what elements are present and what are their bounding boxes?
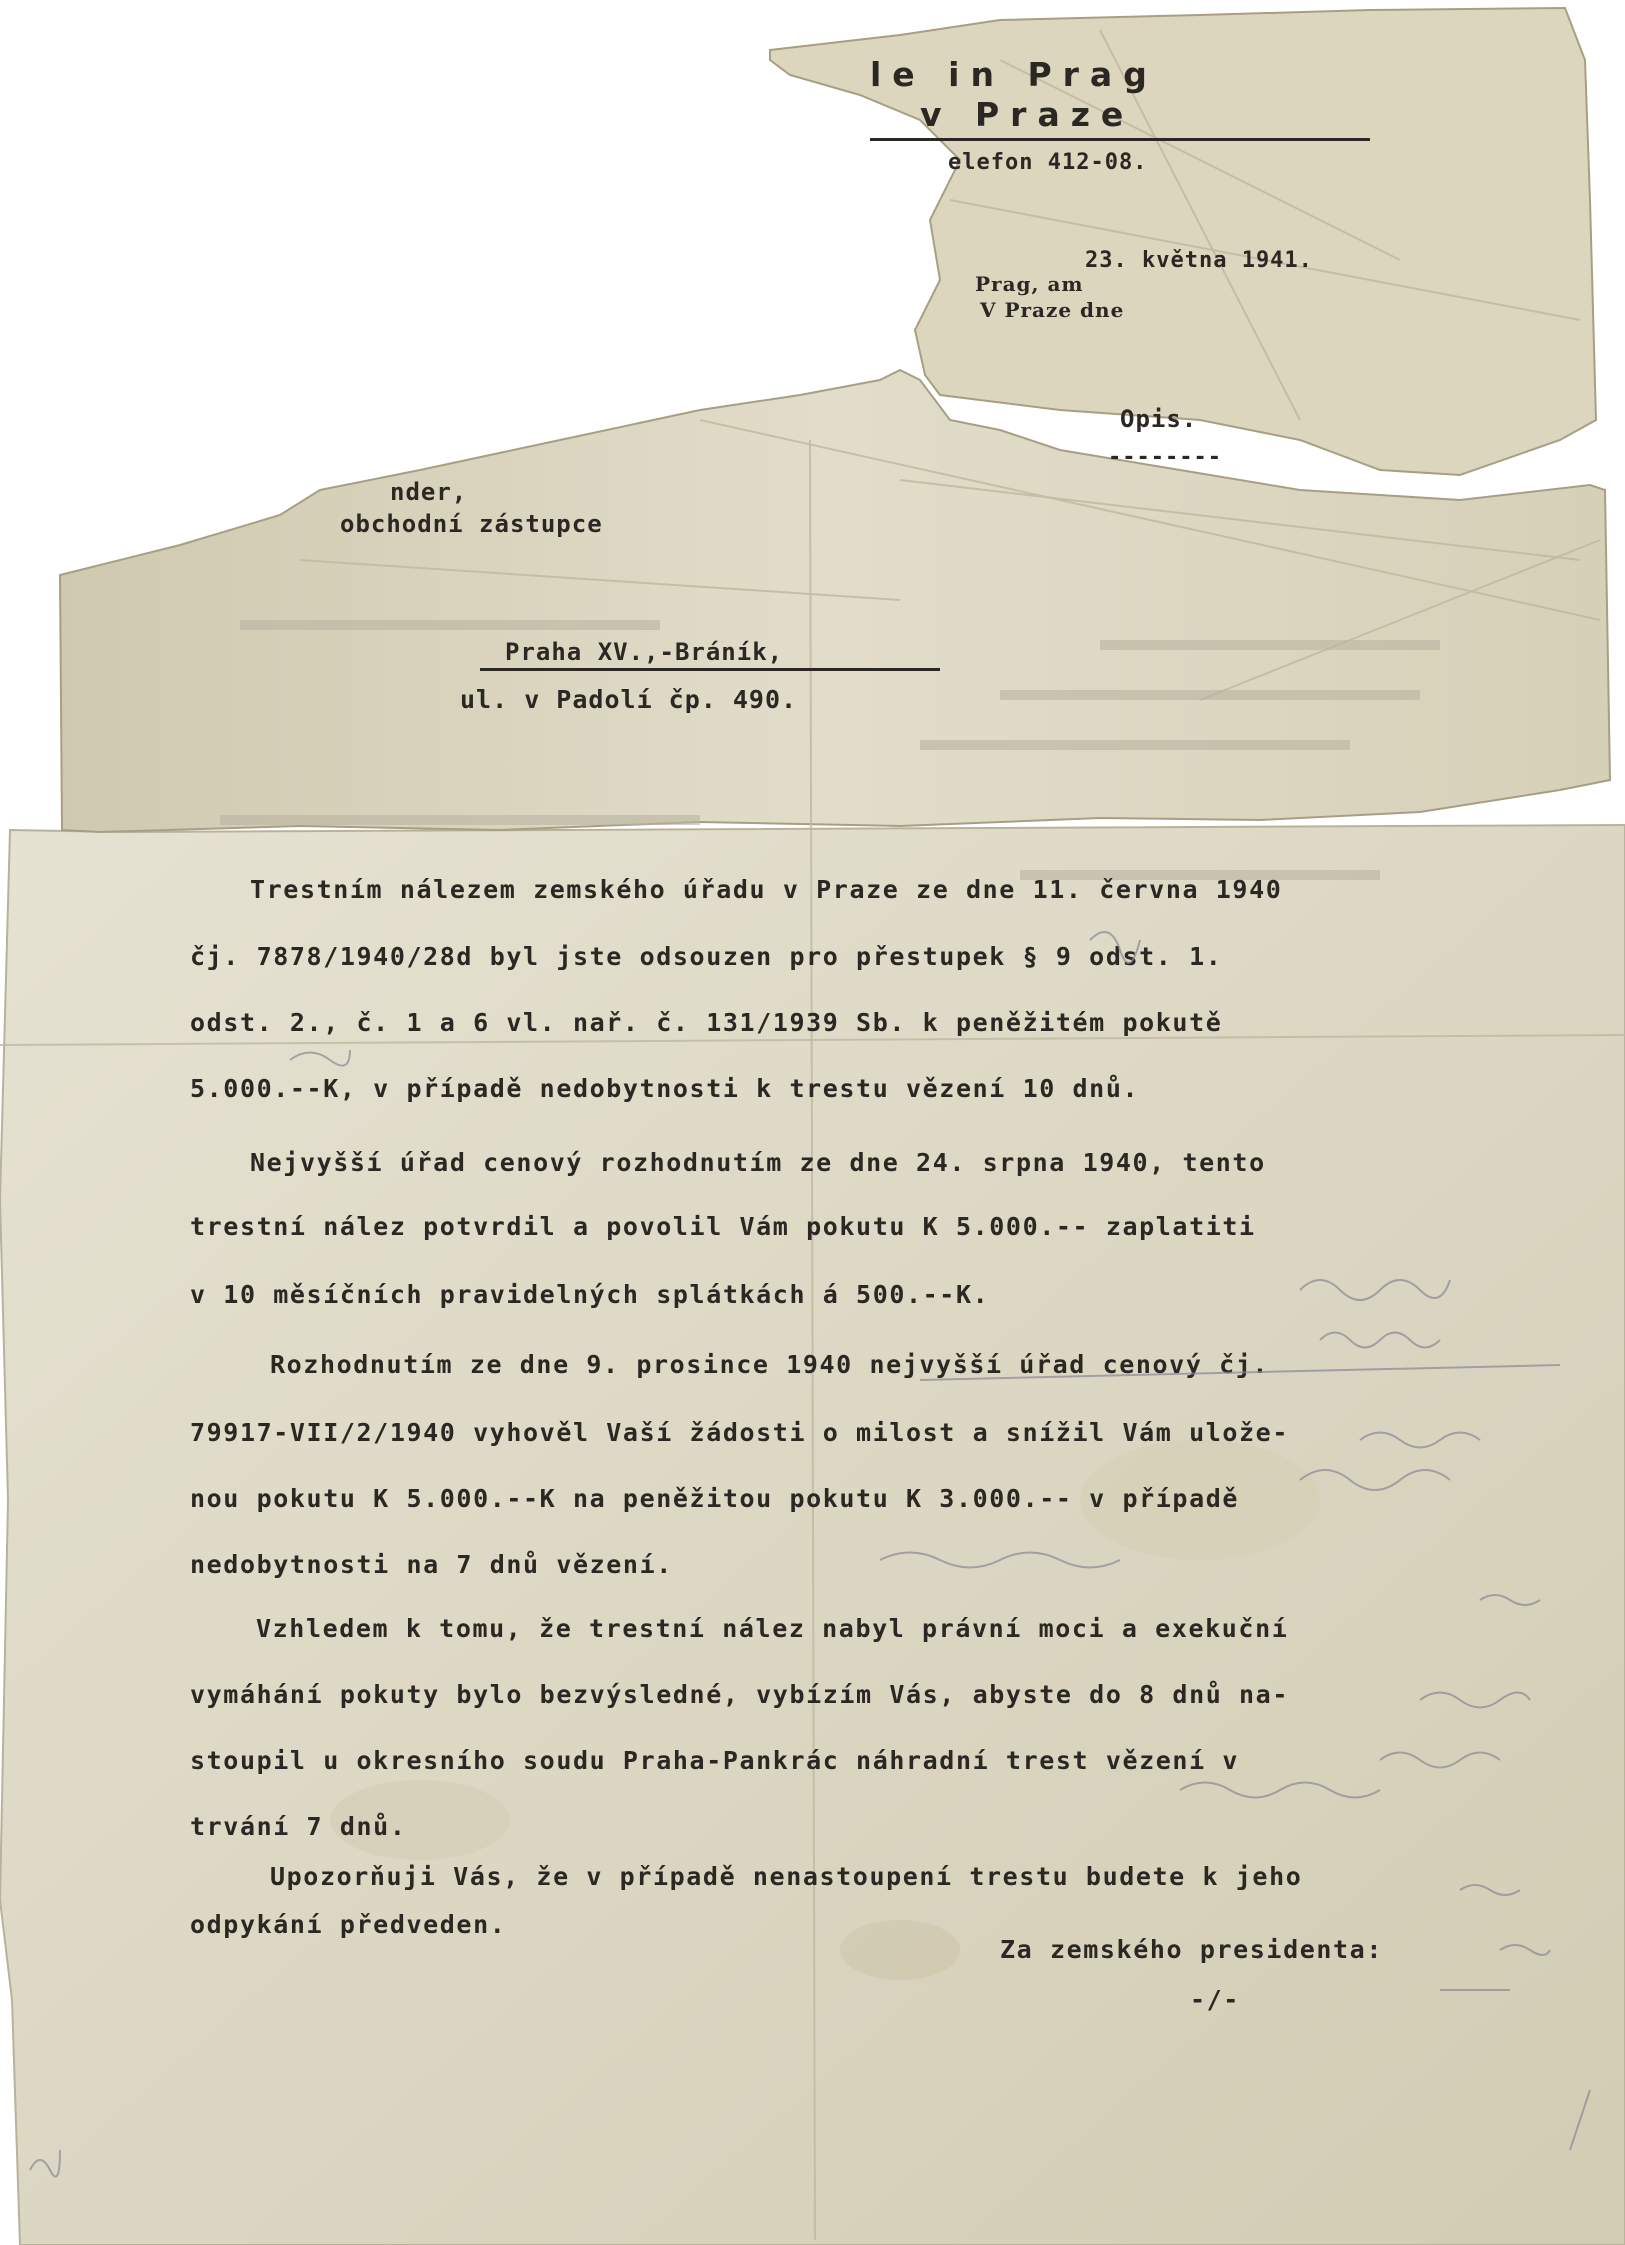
body-line: 79917-VII/2/1940 vyhověl Vaší žádosti o milost a snížil Vám ulože- <box>190 1418 1289 1447</box>
body-line: nedobytnosti na 7 dnů vězení. <box>190 1550 673 1579</box>
body-line: odpykání předveden. <box>190 1910 507 1939</box>
copy-label: Opis. <box>1120 405 1198 433</box>
body-line: odst. 2., č. 1 a 6 vl. nař. č. 131/1939 Sb. k peněžitém pokutě <box>190 1008 1223 1037</box>
date-label-de: Prag, am <box>975 272 1084 296</box>
recipient-city: Praha XV.,-Bráník, <box>505 638 784 666</box>
signature-line: Za zemského presidenta: <box>1000 1935 1383 1964</box>
recipient-rule <box>480 668 940 671</box>
office-name-cz: v Praze <box>920 95 1135 134</box>
header-rule <box>870 138 1370 141</box>
phone-number: elefon 412-08. <box>948 150 1148 175</box>
recipient-street: ul. v Padolí čp. 490. <box>460 685 798 714</box>
recipient-occupation: obchodní zástupce <box>340 510 603 538</box>
signature-mark: -/- <box>1190 1985 1240 2014</box>
body-line: trestní nález potvrdil a povolil Vám pokutu K 5.000.-- zaplatiti <box>190 1212 1256 1241</box>
body-line: Vzhledem k tomu, že trestní nález nabyl právní moci a exekuční <box>256 1614 1289 1643</box>
body-line: v 10 měsíčních pravidelných splátkách á 500.--K. <box>190 1280 990 1309</box>
office-name-de: le in Prag <box>870 55 1158 94</box>
body-line: 5.000.--K, v případě nedobytnosti k trestu vězení 10 dnů. <box>190 1074 1140 1103</box>
body-line: Nejvyšší úřad cenový rozhodnutím ze dne 24. srpna 1940, tento <box>250 1148 1266 1177</box>
body-line: vymáhání pokuty bylo bezvýsledné, vybízím Vás, abyste do 8 dnů na- <box>190 1680 1289 1709</box>
body-line: trvání 7 dnů. <box>190 1812 407 1841</box>
body-line: čj. 7878/1940/28d byl jste odsouzen pro přestupek § 9 odst. 1. <box>190 942 1223 971</box>
body-line: nou pokutu K 5.000.--K na peněžitou pokutu K 3.000.-- v případě <box>190 1484 1240 1513</box>
body-line: Rozhodnutím ze dne 9. prosince 1940 nejvyšší úřad cenový čj. <box>270 1350 1270 1379</box>
date-label-cz: V Praze dne <box>980 298 1125 322</box>
copy-label-underline: -------- <box>1108 445 1222 470</box>
body-line: Upozorňuji Vás, že v případě nenastoupení trestu budete k jeho <box>270 1862 1303 1891</box>
document-date: 23. května 1941. <box>1085 248 1313 273</box>
recipient-name: nder, <box>390 478 468 506</box>
body-line: stoupil u okresního soudu Praha-Pankrác náhradní trest vězení v <box>190 1746 1240 1775</box>
body-line: Trestním nálezem zemského úřadu v Praze ze dne 11. června 1940 <box>250 875 1283 904</box>
